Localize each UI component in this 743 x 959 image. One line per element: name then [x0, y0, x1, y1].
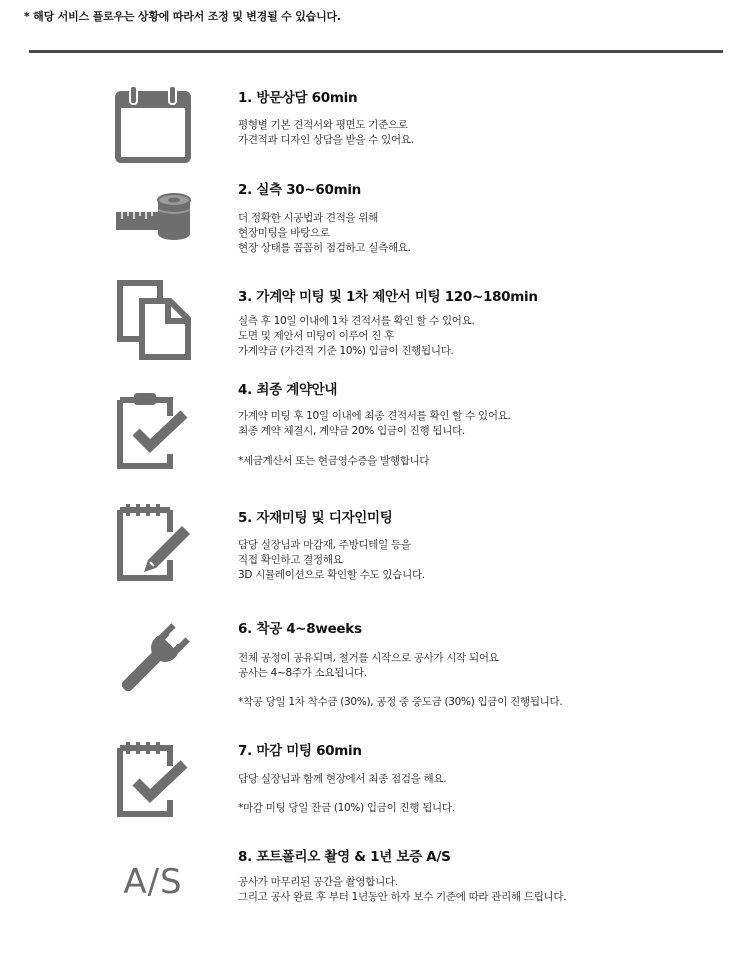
step-title: 2. 실측 30~60min — [238, 182, 361, 198]
desc-line: 그리고 공사 완료 후 부터 1년동안 하자 보수 기준에 따라 관리해 드립니다. — [238, 891, 567, 903]
step-title: 8. 포트폴리오 촬영 & 1년 보증 A/S — [238, 849, 451, 865]
step-description — [238, 211, 411, 256]
calendar-icon — [112, 84, 194, 166]
step-description — [238, 651, 499, 681]
step-description — [238, 118, 414, 148]
desc-line: 담당 실장님과 함께 현장에서 최종 점검을 해요. — [238, 773, 447, 785]
step-title: 6. 착공 4~8weeks — [238, 621, 362, 637]
as-icon-text: A/S — [123, 862, 183, 902]
desc-line: 직접 확인하고 결정해요 — [238, 554, 343, 566]
step-title: 4. 최종 계약안내 — [238, 382, 338, 398]
desc-line: 가견적과 디자인 상담을 받을 수 있어요. — [238, 134, 414, 146]
desc-line: 평형별 기본 견적서와 평면도 기준으로 — [238, 119, 408, 131]
desc-line: 담당 실장님과 마감재, 주방디테일 등을 — [238, 539, 411, 551]
step-note: *마감 미팅 당일 잔금 (10%) 입금이 진행 됩니다. — [238, 802, 455, 814]
step-description — [238, 875, 566, 905]
clipboard-check-icon — [112, 390, 194, 472]
notice-text: * 해당 서비스 플로우는 상황에 따라서 조정 및 변경될 수 있습니다. — [24, 10, 341, 23]
step-title: 1. 방문상담 60min — [238, 90, 358, 106]
notepad-check-icon — [112, 738, 194, 820]
desc-line: 공사가 마무리된 공간을 촬영합니다. — [238, 876, 398, 888]
desc-line: 가계약금 (가견적 기준 10%) 입금이 진행됩니다. — [238, 345, 454, 357]
step-description — [238, 538, 425, 583]
desc-line: 현장미팅을 바탕으로 — [238, 227, 330, 239]
notepad-pencil-icon — [112, 502, 194, 584]
desc-line: 가계약 미팅 후 10일 이내에 최종 견적서를 확인 할 수 있어요. — [238, 410, 511, 422]
desc-line: 도면 및 제안서 미팅이 이루어 진 후 — [238, 330, 395, 342]
step-title: 3. 가계약 미팅 및 1차 제안서 미팅 120~180min — [238, 289, 538, 305]
desc-line: 공사는 4~8주가 소요됩니다. — [238, 667, 367, 679]
desc-line: 현장 상태를 꼼꼼히 점검하고 실측해요. — [238, 242, 411, 254]
wrench-icon — [112, 619, 194, 701]
step-description — [238, 772, 446, 787]
step-note: *착공 당일 1차 착수금 (30%), 공정 중 중도금 (30%) 입금이 진행됩니다. — [238, 696, 563, 708]
desc-line: 최종 계약 체결시, 계약금 20% 입금이 진행 됩니다. — [238, 425, 465, 437]
tape-measure-icon — [112, 192, 194, 274]
as-icon — [112, 842, 194, 924]
step-note: *세금계산서 또는 현금영수증을 발행합니다 — [238, 455, 430, 467]
step-title: 5. 자재미팅 및 디자인미팅 — [238, 510, 393, 526]
desc-line: 실측 후 10일 이내에 1차 견적서를 확인 할 수 있어요. — [238, 315, 475, 327]
documents-icon — [112, 279, 194, 361]
step-title: 7. 마감 미팅 60min — [238, 743, 362, 759]
header-divider — [29, 50, 723, 53]
step-description — [238, 409, 511, 439]
desc-line: 3D 시뮬레이션으로 확인할 수도 있습니다. — [238, 569, 425, 581]
step-description — [238, 314, 475, 359]
desc-line: 전체 공정이 공유되며, 철거를 시작으로 공사가 시작 되어요 — [238, 652, 499, 664]
desc-line: 더 정확한 시공법과 견적을 위해 — [238, 212, 379, 224]
